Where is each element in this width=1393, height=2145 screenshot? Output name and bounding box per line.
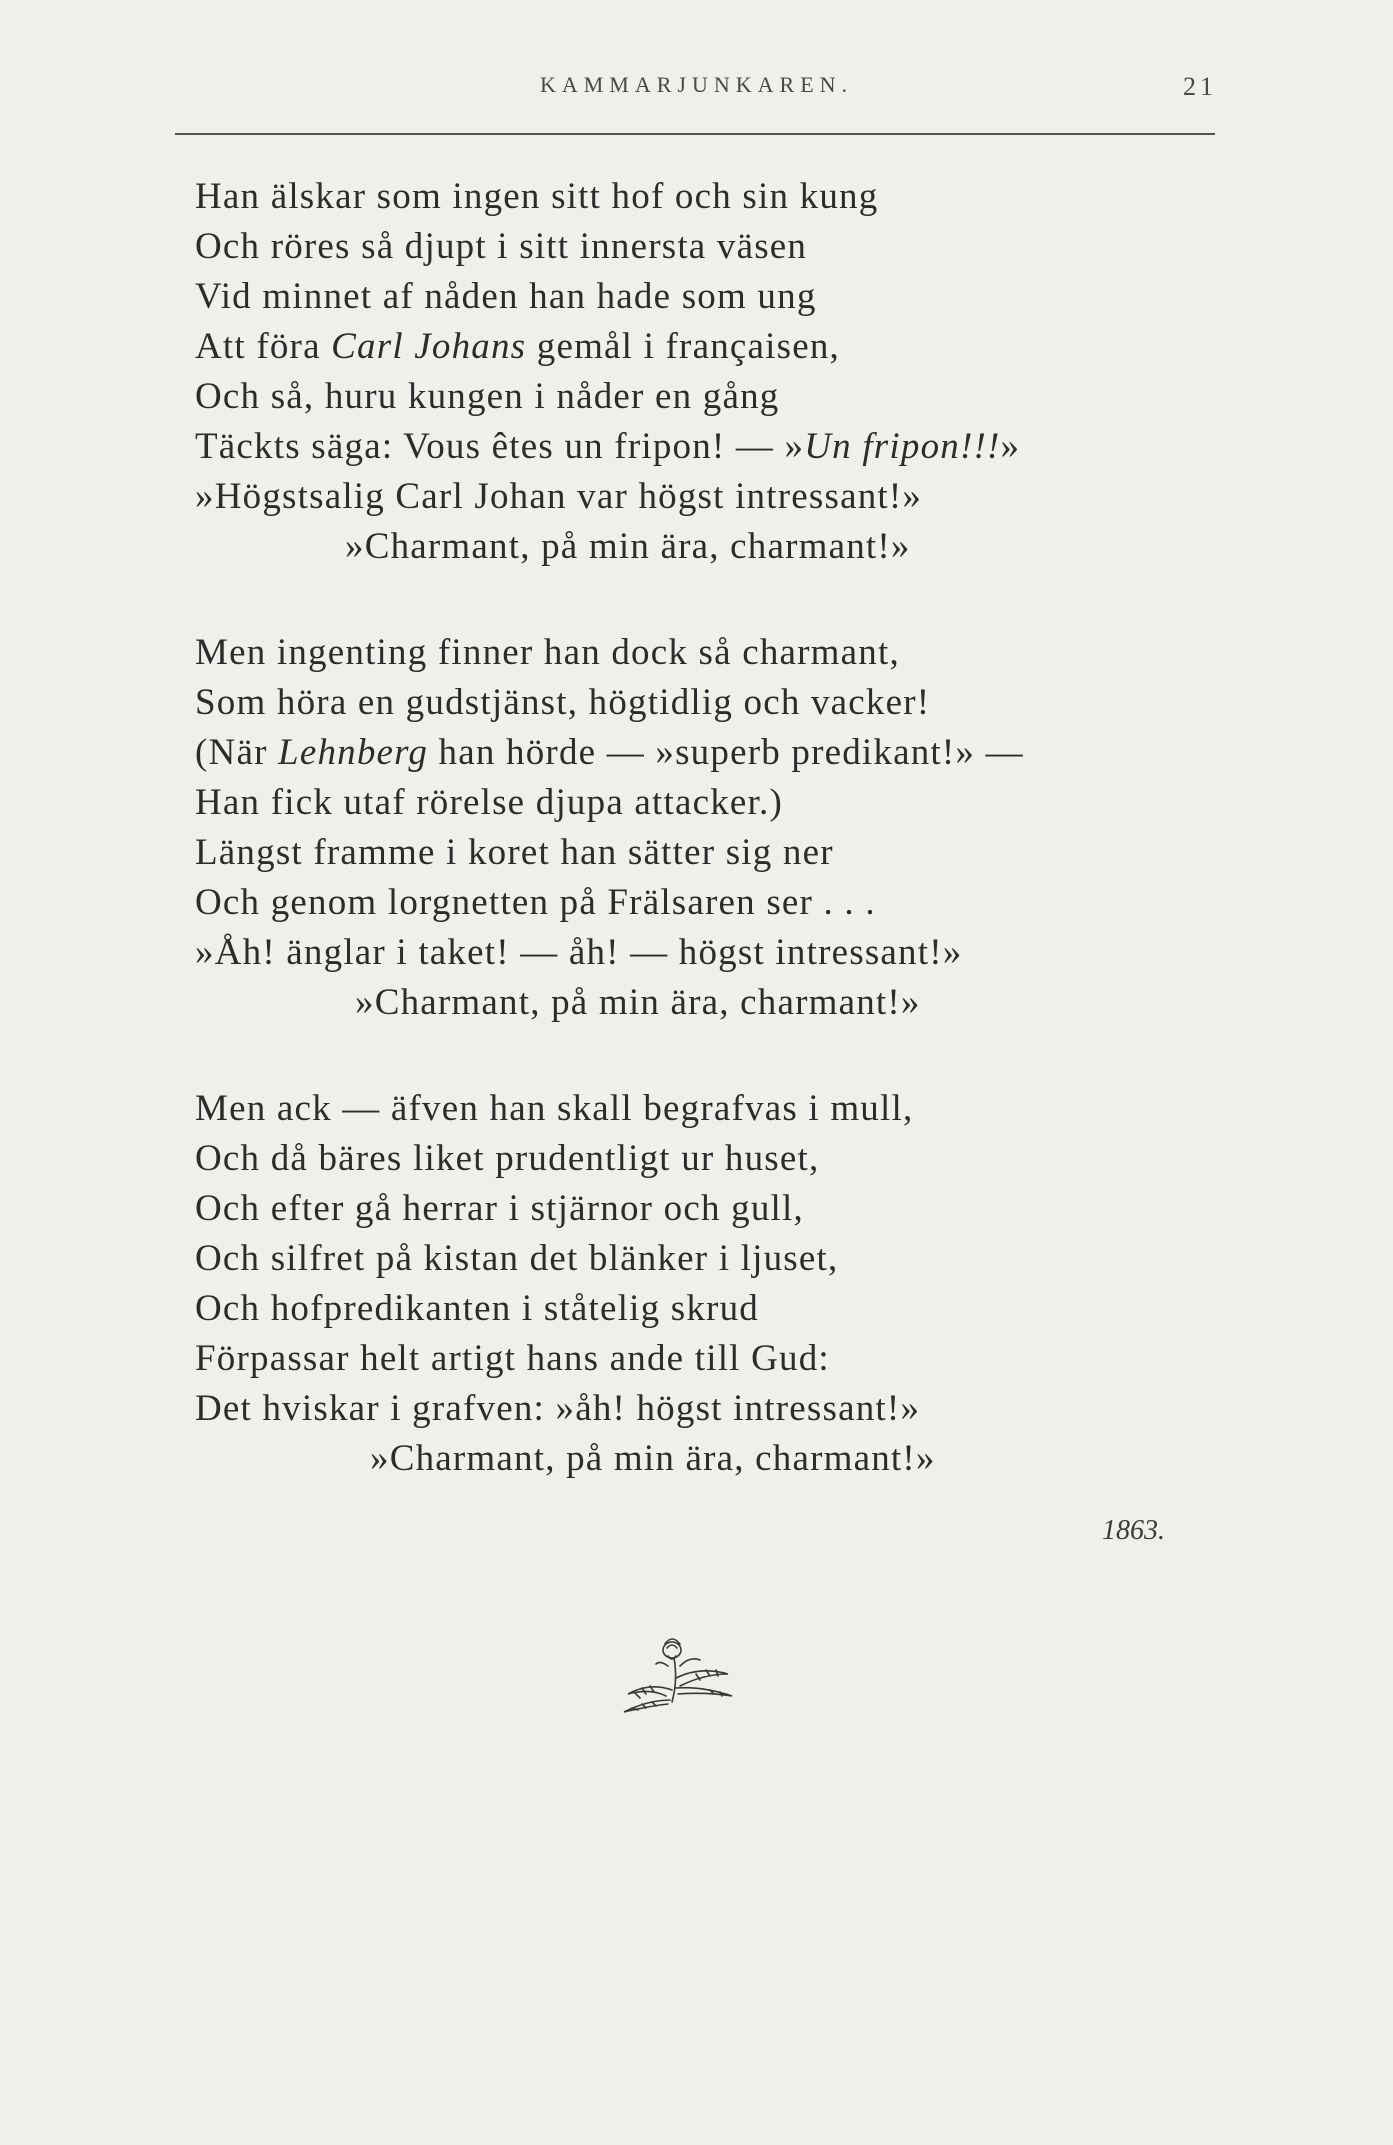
poem-line bbox=[195, 928, 1245, 978]
line-text: Och så, huru kungen i nåder en gång bbox=[195, 376, 780, 417]
poem-line bbox=[195, 1184, 1245, 1234]
refrain-line bbox=[195, 522, 1245, 572]
line-text: Och röres så djupt i sitt innersta väsen bbox=[195, 226, 808, 267]
line-text: gemål i françaisen, bbox=[526, 326, 840, 367]
italic-text: Un fripon!!! bbox=[804, 426, 1001, 467]
line-text: Förpassar helt artigt hans ande till Gud: bbox=[195, 1338, 830, 1379]
poem-line bbox=[195, 828, 1245, 878]
page-number: 21 bbox=[1183, 72, 1217, 101]
stanza bbox=[195, 1084, 1245, 1484]
running-title: KAMMARJUNKAREN. bbox=[539, 72, 854, 97]
stanza bbox=[195, 628, 1245, 1028]
poem-line bbox=[195, 272, 1245, 322]
line-text: »Charmant, på min ära, charmant!» bbox=[345, 526, 911, 567]
poem-line bbox=[195, 1284, 1245, 1334]
poem-line bbox=[195, 1334, 1245, 1384]
italic-text: Lehnberg bbox=[278, 732, 429, 773]
line-text: Täckts säga: Vous êtes un fripon! — » bbox=[195, 426, 805, 467]
poem-line bbox=[195, 778, 1245, 828]
line-text: han hörde — »superb predikant!» — bbox=[428, 732, 1024, 773]
poem-line bbox=[195, 372, 1245, 422]
line-text: Och genom lorgnetten på Frälsaren ser . . . bbox=[195, 882, 876, 923]
poem-line bbox=[195, 878, 1245, 928]
line-text: Vid minnet af nåden han hade som ung bbox=[195, 276, 817, 317]
line-text: Det hviskar i grafven: »åh! högst intressant!» bbox=[195, 1388, 921, 1429]
poem-line bbox=[195, 172, 1245, 222]
poem-line bbox=[195, 1234, 1245, 1284]
line-text: Men ingenting finner han dock så charmant, bbox=[195, 632, 900, 673]
line-text: Längst framme i koret han sätter sig ner bbox=[195, 832, 834, 873]
line-text: Och silfret på kistan det blänker i ljuset, bbox=[195, 1238, 839, 1279]
poem-line bbox=[195, 678, 1245, 728]
line-text: » bbox=[1000, 426, 1021, 467]
thistle-ornament-icon bbox=[610, 1630, 760, 1730]
refrain-line bbox=[195, 1434, 1245, 1484]
header-rule bbox=[175, 133, 1215, 135]
stanza bbox=[195, 172, 1245, 572]
line-text: Han fick utaf rörelse djupa attacker.) bbox=[195, 782, 784, 823]
line-text: »Högstsalig Carl Johan var högst intressant!» bbox=[195, 476, 923, 517]
poem-line bbox=[195, 222, 1245, 272]
line-text: Som höra en gudstjänst, högtidlig och vacker! bbox=[195, 682, 931, 723]
line-text: Att föra bbox=[195, 326, 332, 367]
italic-text: Carl Johans bbox=[331, 326, 527, 367]
poem-line bbox=[195, 472, 1245, 522]
refrain-line bbox=[195, 978, 1245, 1028]
line-text: Och efter gå herrar i stjärnor och gull, bbox=[195, 1188, 804, 1229]
line-text: (När bbox=[195, 732, 279, 773]
line-text: Och hofpredikanten i ståtelig skrud bbox=[195, 1288, 759, 1329]
line-text: Men ack — äfven han skall begrafvas i mull, bbox=[195, 1088, 914, 1129]
line-text: »Charmant, på min ära, charmant!» bbox=[370, 1438, 936, 1479]
line-text: »Charmant, på min ära, charmant!» bbox=[355, 982, 921, 1023]
poem-line bbox=[195, 1084, 1245, 1134]
line-text: »Åh! änglar i taket! — åh! — högst intressant!» bbox=[195, 932, 963, 973]
poem-date: 1863. bbox=[1102, 1515, 1165, 1546]
line-text: Och då bäres liket prudentligt ur huset, bbox=[195, 1138, 820, 1179]
poem-line bbox=[195, 1134, 1245, 1184]
poem-line bbox=[195, 422, 1245, 472]
poem-line bbox=[195, 322, 1245, 372]
poem bbox=[195, 172, 1245, 1540]
poem-line bbox=[195, 628, 1245, 678]
line-text: Han älskar som ingen sitt hof och sin kung bbox=[195, 176, 879, 217]
poem-line bbox=[195, 728, 1245, 778]
poem-line bbox=[195, 1384, 1245, 1434]
running-head bbox=[0, 72, 1393, 112]
